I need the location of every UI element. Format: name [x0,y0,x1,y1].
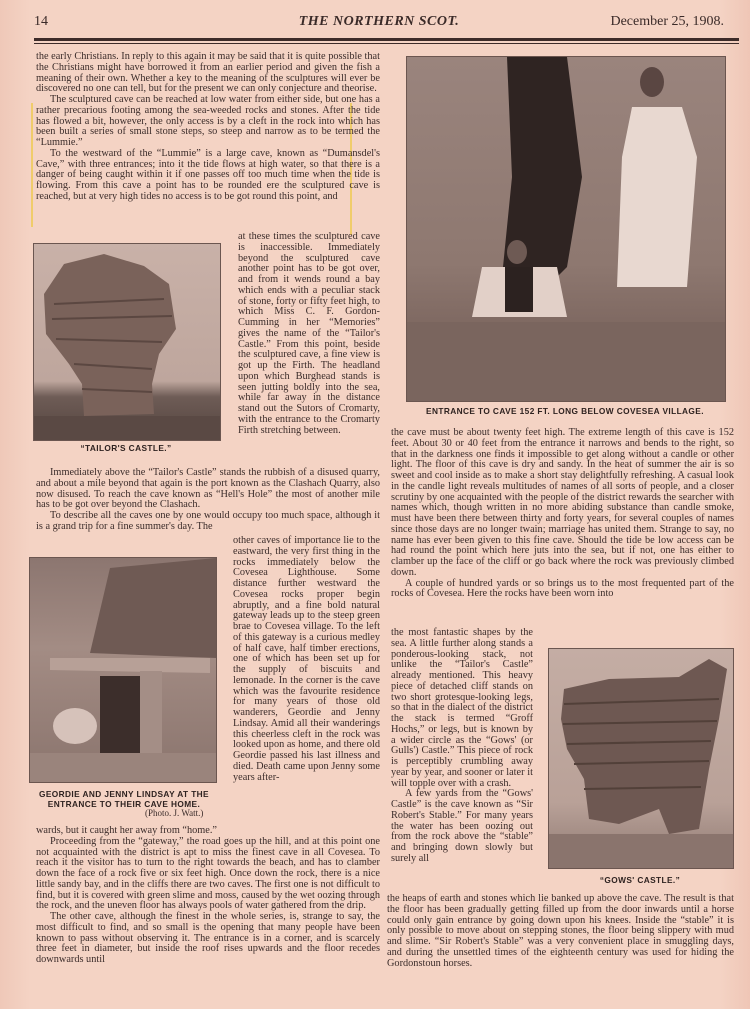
paragraph: Immediately above the “Tailor's Castle” stands the rubbish of a disused quarry, and about a mile beyond that again is the port known as the Clashach Quarry, also now disused. To reach the cave known as “Hell's Hole” the most of another mile has to be got over beyond the Clashach. [36,467,380,511]
paragraph: To describe all the caves one by one would occupy too much space, although it is a grand trip for a fine summer's day. The [36,510,380,532]
caption-tailors-castle: “TAILOR'S CASTLE.” [80,443,172,453]
issue-date: December 25, 1908. [610,14,724,29]
paragraph: The sculptured cave can be reached at low water from either side, but one has a rather precarious footing among the sea-weeded rocks and stones. After the tide has flowed a bit, however, the only access is by a cleft in the rock into which has been built a series of small stone steps, so steep and narrow as to be termed the “Lummie.” [36,94,380,148]
photo-gows-castle [548,648,734,869]
article-left-narrow-2 [233,536,380,783]
caption-geordie-jenny: GEORDIE AND JENNY LINDSAY AT THE ENTRANCE TO THEIR CAVE HOME. [38,789,209,809]
paragraph: A few yards from the “Gows' Castle” is the cave known as “Sir Robert's Stable.” For many years the water has been oozing out from the rock above the “stable” and bringing down slowly but surely all [391,788,533,864]
highlight-marker-left [31,103,33,227]
newspaper-title: THE NORTHERN SCOT. [298,14,460,29]
paragraph: The other cave, although the finest in the whole series, is, strange to say, the most difficult to find, and so small is the opening that many people have been known to pass without observing it. The entrance is in a corner, and is scarcely three feet in diameter, but inside the roof rises upwards and the floor recedes downwards until [36,911,380,965]
paragraph: the heaps of earth and stones which lie banked up above the cave. The result is that the floor has been gradually getting filled up from the door inwards until a horse could only gain entrance by going down upon his knees. Inside the “stable” it is only possible to move about on stepping stones, the floor being slippery with mud and slime. “Sir Robert's Stable” was a very convenient place in smuggling days, and during the unsettled times of the eighteenth century was used for hiding the Gordonstoun horses. [387,893,734,969]
article-right-narrow [391,628,533,865]
paragraph: A couple of hundred yards or so brings us to the most frequented part of the rocks of Covesea. Here the rocks have been worn into [391,577,734,600]
photo-tailors-castle [33,243,221,441]
article-right-top [391,428,734,600]
caption-cave-entrance: ENTRANCE TO CAVE 152 FT. LONG BELOW COVESEA VILLAGE. [426,406,704,416]
paragraph: at these times the sculptured cave is inaccessible. Immediately beyond the sculptured cave another point has to be got over, and from it wends round a bay which ends with a peculiar stack of stone, forty or fifty feet high, to which Miss C. F. Gordon-Cumming in her “Memories” gives the name of the “Tailor's Castle.” From this point, beside the sculptured cave, a fine view is got up the Firth. The headland upon which Burghead stands is seen jutting boldly into the sea, while far away in the distance stand out the Sutors of Cromarty, with the entrance to the Cromarty Firth stretching between. [238,231,380,436]
paragraph: the most fantastic shapes by the sea. A little further along stands a ponderous-looking stack, not unlike the “Tailor's Castle” already mentioned. This heavy piece of detached cliff stands on two short grotesque-looking legs, so that in the dialect of the district the stack is termed “Groff Hochs,” or legs, but is known by a wider circle as the “Gows' (or Gulls') Castle.” This piece of rock is perceptibly crumbling away year by year, and sooner or later it will topple over with a crash. [391,627,533,789]
page-header [34,14,724,34]
paragraph: the cave must be about twenty feet high. The extreme length of this cave is 152 feet. About 30 or 40 feet from the entrance it narrows and bends to the right, so that in the darkness one finds it impossible to get along without a candle or other light. The floor of this cave is dry and sandy. In the heat of summer the air is so sweet and cool inside as to make a short stay delightfully refreshing. A casual look in the candle light reveals multitudes of names of all sorts of people, and a closer scrutiny by one acquainted with the people of the district rewards the searcher with names which, though written in no more abiding substance than candle smoke, must have been there between thirty and forty years, for several couples of names since those days are no longer twain; marriage has united them. Strange to say, no name has ever been given to this fine cave. Should the tide be low access can be had round the point which here juts into the sea, but if not, one has either to clamber up the face of the cliff or go back where the rock was previously climbed down. [391,427,734,578]
article-left-bottom [36,826,380,966]
paragraph: To the westward of the “Lummie” is a large cave, known as “Dumansdel's Cave,” with three entrances; into it the tide flows at high water, so that there is a danger of being caught within it if one passes off too much time when the tide is flowing. From this cave a point has to be rounded ere the sculptured cave is reached, but at very high tides no access is to be got round this point, and [36,147,380,202]
cave-home-image [30,558,216,782]
paragraph: other caves of importance lie to the eastward, the very first thing in the rocks immediately below the Covesea Lighthouse. Some distance further westward the Covesea rocks proper begin abruptly, and a fine bold natural gateway leads up to the steep green brae to Covesea village. To the left of this gateway is a curious medley of half cave, half timber erections, one of which has been set up for the supply of biscuits and lemonade. In the corner is the cave which was the favourite residence for many years of those old wanderers, Geordie and Jenny Lindsay. Amid all their wanderings this cheerless cleft in the rock was looked upon as home, and there old Geordie passed his last illness and died. Death came upon Jenny some years after- [233,535,380,783]
paragraph: Proceeding from the “gateway,” the road goes up the hill, and at this point one not acquainted with the district is apt to miss the finest cave in all Covesea. To reach it the visitor has to turn to the right towards the beach, and has to clamber down the face of a rock five or six feet high. Once down the rock, there is a nice little sandy bay, and in the cliffs there are two caves. The first one is not difficult to find, but it is covered with green slime and moss, caused by the wet oozing through the rock, and the uneven floor has always pools of water gathered from the drip. [36,835,381,912]
cave-entrance-image [407,57,725,401]
photo-geordie-jenny [29,557,217,783]
gows-castle-image [549,649,733,868]
article-left-mid [36,468,380,533]
photo-cave-entrance [406,56,726,402]
article-right-bottom [387,894,734,969]
photo-credit: (Photo. J. Watt.) [145,808,204,818]
header-rule-thick [34,38,739,41]
tailors-castle-image [34,244,220,440]
article-left-narrow-1 [238,232,380,436]
header-rule-thin [34,43,739,44]
page-number: 14 [34,14,48,29]
paragraph: the early Christians. In reply to this again it may be said that it is quite possible that the Christians might have borrowed it from an earlier period and given the fish a meaning of their own. Whether a key to the meaning of the sculptures will ever be discovered no one can tell, but for the present we can only conjecture and theorise. [36,51,380,95]
paragraph: wards, but it caught her away from “home.” [36,825,217,836]
caption-gows-castle: “GOWS' CASTLE.” [599,875,681,885]
article-left-top [36,52,380,203]
